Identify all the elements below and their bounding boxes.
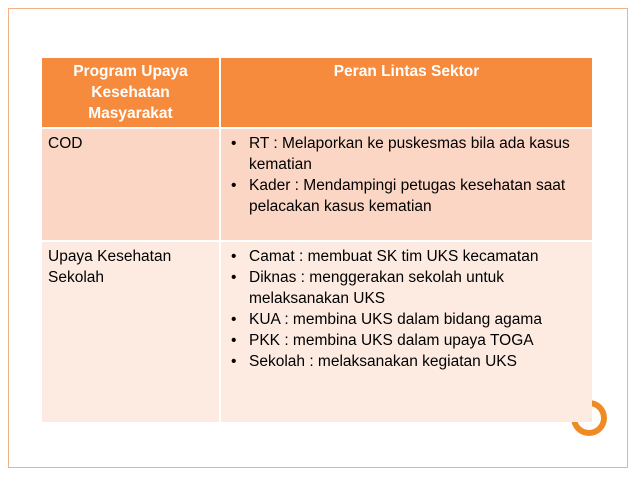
list-item: • Kader : Mendampingi petugas kesehatan saat pelacakan kasus kematian [227, 175, 586, 217]
list-item: • PKK : membina UKS dalam upaya TOGA [227, 330, 586, 351]
table-row [42, 128, 592, 241]
table-header-row [42, 58, 592, 128]
table-row [42, 241, 592, 422]
list-item: • KUA : membina UKS dalam bidang agama [227, 309, 586, 330]
program-cell: COD [42, 128, 220, 241]
list-item: • Camat : membuat SK tim UKS kecamatan [227, 246, 586, 267]
roles-cell [220, 241, 592, 422]
roles-list [227, 246, 586, 372]
list-item: • Diknas : menggerakan sekolah untuk melaksanakan UKS [227, 267, 586, 309]
header-peran: Peran Lintas Sektor [220, 58, 592, 128]
program-cell: Upaya Kesehatan Sekolah [42, 241, 220, 422]
roles-cell [220, 128, 592, 241]
program-table [42, 58, 592, 422]
roles-list [227, 133, 586, 217]
list-item: • Sekolah : melaksanakan kegiatan UKS [227, 351, 586, 372]
header-program: Program Upaya Kesehatan Masyarakat [42, 58, 220, 128]
list-item: • RT : Melaporkan ke puskesmas bila ada kasus kematian [227, 133, 586, 175]
